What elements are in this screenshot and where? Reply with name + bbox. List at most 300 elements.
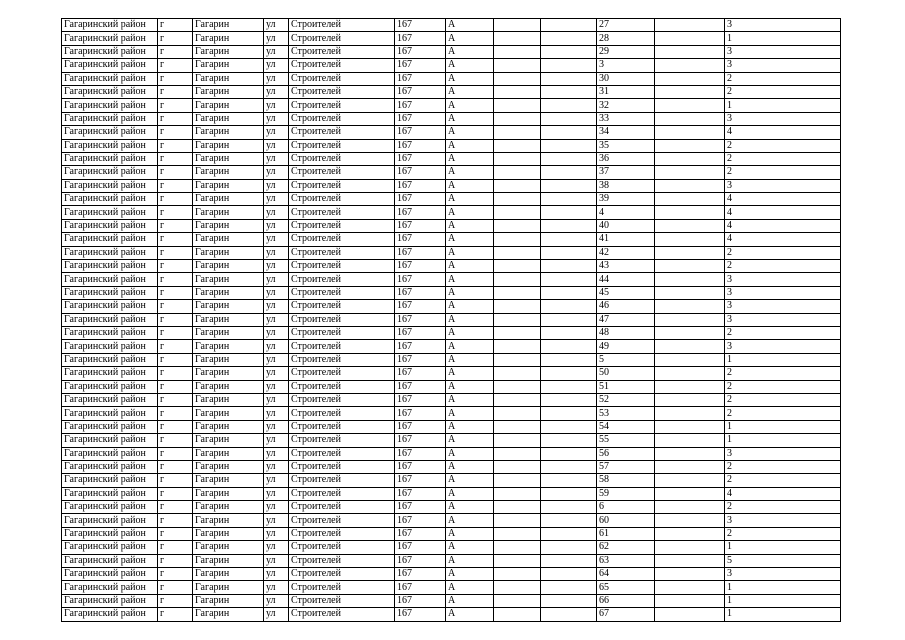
cell-room[interactable] <box>655 554 725 567</box>
cell-street[interactable]: Строителей <box>289 59 395 72</box>
cell-letter[interactable]: А <box>446 72 494 85</box>
cell-street-type[interactable]: ул <box>264 581 289 594</box>
cell-street-type[interactable]: ул <box>264 554 289 567</box>
cell-district[interactable]: Гагаринский район <box>62 233 158 246</box>
cell-settlement-type[interactable]: г <box>158 32 193 45</box>
cell-house[interactable]: 167 <box>395 19 446 32</box>
cell-room[interactable] <box>655 608 725 621</box>
cell-street-type[interactable]: ул <box>264 353 289 366</box>
cell-letter[interactable]: А <box>446 527 494 540</box>
cell-letter[interactable]: А <box>446 581 494 594</box>
cell-house[interactable]: 167 <box>395 112 446 125</box>
cell-street[interactable]: Строителей <box>289 206 395 219</box>
cell-street[interactable]: Строителей <box>289 340 395 353</box>
cell-house[interactable]: 167 <box>395 45 446 58</box>
cell-street-type[interactable]: ул <box>264 139 289 152</box>
cell-letter[interactable]: А <box>446 126 494 139</box>
cell-settlement[interactable]: Гагарин <box>193 152 264 165</box>
cell-street[interactable]: Строителей <box>289 139 395 152</box>
cell-room[interactable] <box>655 447 725 460</box>
cell-settlement-type[interactable]: г <box>158 219 193 232</box>
cell-district[interactable]: Гагаринский район <box>62 527 158 540</box>
cell-street[interactable]: Строителей <box>289 460 395 473</box>
cell-rooms[interactable]: 1 <box>725 32 841 45</box>
cell-district[interactable]: Гагаринский район <box>62 206 158 219</box>
cell-street[interactable]: Строителей <box>289 72 395 85</box>
cell-rooms[interactable]: 4 <box>725 233 841 246</box>
cell-settlement-type[interactable]: г <box>158 460 193 473</box>
cell-district[interactable]: Гагаринский район <box>62 85 158 98</box>
cell-room[interactable] <box>655 407 725 420</box>
cell-rooms[interactable]: 1 <box>725 581 841 594</box>
cell-rooms[interactable]: 2 <box>725 152 841 165</box>
cell-street-type[interactable]: ул <box>264 246 289 259</box>
cell-settlement[interactable]: Гагарин <box>193 447 264 460</box>
cell-structure[interactable] <box>541 193 597 206</box>
cell-building[interactable] <box>494 19 541 32</box>
cell-house[interactable]: 167 <box>395 219 446 232</box>
cell-apartment[interactable]: 57 <box>597 460 655 473</box>
cell-settlement[interactable]: Гагарин <box>193 326 264 339</box>
cell-building[interactable] <box>494 501 541 514</box>
cell-settlement[interactable]: Гагарин <box>193 260 264 273</box>
cell-letter[interactable]: А <box>446 353 494 366</box>
cell-district[interactable]: Гагаринский район <box>62 326 158 339</box>
cell-letter[interactable]: А <box>446 326 494 339</box>
cell-settlement[interactable]: Гагарин <box>193 72 264 85</box>
cell-house[interactable]: 167 <box>395 594 446 607</box>
cell-building[interactable] <box>494 554 541 567</box>
cell-settlement[interactable]: Гагарин <box>193 487 264 500</box>
cell-settlement[interactable]: Гагарин <box>193 554 264 567</box>
cell-building[interactable] <box>494 527 541 540</box>
cell-rooms[interactable]: 2 <box>725 260 841 273</box>
cell-settlement-type[interactable]: г <box>158 568 193 581</box>
cell-street-type[interactable]: ул <box>264 326 289 339</box>
cell-building[interactable] <box>494 179 541 192</box>
cell-building[interactable] <box>494 340 541 353</box>
cell-house[interactable]: 167 <box>395 313 446 326</box>
cell-rooms[interactable]: 2 <box>725 72 841 85</box>
cell-house[interactable]: 167 <box>395 59 446 72</box>
cell-apartment[interactable]: 55 <box>597 434 655 447</box>
cell-street[interactable]: Строителей <box>289 19 395 32</box>
cell-settlement-type[interactable]: г <box>158 152 193 165</box>
cell-letter[interactable]: А <box>446 313 494 326</box>
cell-house[interactable]: 167 <box>395 420 446 433</box>
cell-street[interactable]: Строителей <box>289 581 395 594</box>
cell-building[interactable] <box>494 219 541 232</box>
cell-apartment[interactable]: 5 <box>597 353 655 366</box>
cell-apartment[interactable]: 28 <box>597 32 655 45</box>
cell-street-type[interactable]: ул <box>264 193 289 206</box>
cell-street-type[interactable]: ул <box>264 179 289 192</box>
cell-street-type[interactable]: ул <box>264 568 289 581</box>
cell-street[interactable]: Строителей <box>289 286 395 299</box>
cell-apartment[interactable]: 48 <box>597 326 655 339</box>
cell-building[interactable] <box>494 300 541 313</box>
cell-street[interactable]: Строителей <box>289 554 395 567</box>
cell-settlement-type[interactable]: г <box>158 420 193 433</box>
cell-street-type[interactable]: ул <box>264 393 289 406</box>
cell-apartment[interactable]: 3 <box>597 59 655 72</box>
cell-letter[interactable]: А <box>446 568 494 581</box>
cell-street[interactable]: Строителей <box>289 246 395 259</box>
cell-building[interactable] <box>494 126 541 139</box>
cell-apartment[interactable]: 4 <box>597 206 655 219</box>
cell-letter[interactable]: А <box>446 166 494 179</box>
cell-district[interactable]: Гагаринский район <box>62 353 158 366</box>
cell-rooms[interactable]: 2 <box>725 380 841 393</box>
cell-letter[interactable]: А <box>446 380 494 393</box>
cell-street[interactable]: Строителей <box>289 393 395 406</box>
cell-structure[interactable] <box>541 152 597 165</box>
cell-structure[interactable] <box>541 19 597 32</box>
cell-district[interactable]: Гагаринский район <box>62 59 158 72</box>
cell-apartment[interactable]: 35 <box>597 139 655 152</box>
cell-structure[interactable] <box>541 340 597 353</box>
cell-building[interactable] <box>494 166 541 179</box>
cell-house[interactable]: 167 <box>395 152 446 165</box>
cell-room[interactable] <box>655 260 725 273</box>
cell-street-type[interactable]: ул <box>264 380 289 393</box>
cell-building[interactable] <box>494 581 541 594</box>
cell-room[interactable] <box>655 340 725 353</box>
cell-structure[interactable] <box>541 233 597 246</box>
cell-room[interactable] <box>655 434 725 447</box>
cell-apartment[interactable]: 39 <box>597 193 655 206</box>
cell-street-type[interactable]: ул <box>264 300 289 313</box>
cell-settlement-type[interactable]: г <box>158 581 193 594</box>
cell-house[interactable]: 167 <box>395 286 446 299</box>
cell-building[interactable] <box>494 313 541 326</box>
cell-structure[interactable] <box>541 72 597 85</box>
cell-district[interactable]: Гагаринский район <box>62 219 158 232</box>
cell-room[interactable] <box>655 474 725 487</box>
cell-settlement[interactable]: Гагарин <box>193 527 264 540</box>
cell-house[interactable]: 167 <box>395 179 446 192</box>
cell-district[interactable]: Гагаринский район <box>62 447 158 460</box>
cell-settlement[interactable]: Гагарин <box>193 193 264 206</box>
cell-street[interactable]: Строителей <box>289 233 395 246</box>
cell-structure[interactable] <box>541 206 597 219</box>
cell-building[interactable] <box>494 112 541 125</box>
cell-settlement[interactable]: Гагарин <box>193 179 264 192</box>
cell-room[interactable] <box>655 393 725 406</box>
cell-house[interactable]: 167 <box>395 527 446 540</box>
cell-building[interactable] <box>494 59 541 72</box>
cell-apartment[interactable]: 49 <box>597 340 655 353</box>
cell-letter[interactable]: А <box>446 594 494 607</box>
cell-house[interactable]: 167 <box>395 581 446 594</box>
cell-street-type[interactable]: ул <box>264 447 289 460</box>
cell-street[interactable]: Строителей <box>289 99 395 112</box>
cell-room[interactable] <box>655 286 725 299</box>
cell-rooms[interactable]: 1 <box>725 353 841 366</box>
cell-settlement-type[interactable]: г <box>158 541 193 554</box>
cell-apartment[interactable]: 36 <box>597 152 655 165</box>
cell-street[interactable]: Строителей <box>289 313 395 326</box>
cell-apartment[interactable]: 56 <box>597 447 655 460</box>
cell-settlement[interactable]: Гагарин <box>193 514 264 527</box>
cell-structure[interactable] <box>541 85 597 98</box>
cell-settlement-type[interactable]: г <box>158 112 193 125</box>
cell-apartment[interactable]: 58 <box>597 474 655 487</box>
cell-rooms[interactable]: 4 <box>725 206 841 219</box>
cell-house[interactable]: 167 <box>395 126 446 139</box>
cell-apartment[interactable]: 43 <box>597 260 655 273</box>
cell-street-type[interactable]: ул <box>264 608 289 621</box>
cell-district[interactable]: Гагаринский район <box>62 581 158 594</box>
cell-house[interactable]: 167 <box>395 166 446 179</box>
cell-room[interactable] <box>655 152 725 165</box>
cell-street-type[interactable]: ул <box>264 367 289 380</box>
cell-street[interactable]: Строителей <box>289 166 395 179</box>
cell-building[interactable] <box>494 608 541 621</box>
cell-building[interactable] <box>494 260 541 273</box>
cell-street[interactable]: Строителей <box>289 407 395 420</box>
cell-building[interactable] <box>494 393 541 406</box>
cell-building[interactable] <box>494 460 541 473</box>
cell-apartment[interactable]: 64 <box>597 568 655 581</box>
cell-district[interactable]: Гагаринский район <box>62 487 158 500</box>
cell-street[interactable]: Строителей <box>289 126 395 139</box>
cell-structure[interactable] <box>541 434 597 447</box>
cell-building[interactable] <box>494 487 541 500</box>
cell-building[interactable] <box>494 380 541 393</box>
cell-structure[interactable] <box>541 393 597 406</box>
cell-house[interactable]: 167 <box>395 260 446 273</box>
cell-room[interactable] <box>655 501 725 514</box>
cell-district[interactable]: Гагаринский район <box>62 246 158 259</box>
cell-apartment[interactable]: 61 <box>597 527 655 540</box>
cell-settlement[interactable]: Гагарин <box>193 420 264 433</box>
cell-district[interactable]: Гагаринский район <box>62 139 158 152</box>
cell-settlement[interactable]: Гагарин <box>193 581 264 594</box>
cell-building[interactable] <box>494 407 541 420</box>
cell-district[interactable]: Гагаринский район <box>62 273 158 286</box>
cell-settlement-type[interactable]: г <box>158 527 193 540</box>
cell-house[interactable]: 167 <box>395 554 446 567</box>
cell-apartment[interactable]: 62 <box>597 541 655 554</box>
cell-structure[interactable] <box>541 541 597 554</box>
cell-settlement[interactable]: Гагарин <box>193 59 264 72</box>
cell-district[interactable]: Гагаринский район <box>62 608 158 621</box>
cell-settlement[interactable]: Гагарин <box>193 407 264 420</box>
cell-apartment[interactable]: 60 <box>597 514 655 527</box>
cell-settlement-type[interactable]: г <box>158 608 193 621</box>
cell-street-type[interactable]: ул <box>264 594 289 607</box>
cell-room[interactable] <box>655 487 725 500</box>
cell-letter[interactable]: А <box>446 85 494 98</box>
cell-letter[interactable]: А <box>446 420 494 433</box>
cell-street[interactable]: Строителей <box>289 501 395 514</box>
cell-district[interactable]: Гагаринский район <box>62 72 158 85</box>
cell-street[interactable]: Строителей <box>289 367 395 380</box>
cell-room[interactable] <box>655 594 725 607</box>
cell-room[interactable] <box>655 380 725 393</box>
cell-street-type[interactable]: ул <box>264 152 289 165</box>
cell-settlement[interactable]: Гагарин <box>193 219 264 232</box>
cell-room[interactable] <box>655 581 725 594</box>
cell-settlement-type[interactable]: г <box>158 193 193 206</box>
cell-building[interactable] <box>494 45 541 58</box>
cell-settlement-type[interactable]: г <box>158 273 193 286</box>
cell-settlement-type[interactable]: г <box>158 474 193 487</box>
cell-street-type[interactable]: ул <box>264 273 289 286</box>
cell-house[interactable]: 167 <box>395 246 446 259</box>
cell-district[interactable]: Гагаринский район <box>62 32 158 45</box>
cell-street-type[interactable]: ул <box>264 514 289 527</box>
cell-settlement-type[interactable]: г <box>158 206 193 219</box>
cell-street[interactable]: Строителей <box>289 434 395 447</box>
cell-room[interactable] <box>655 233 725 246</box>
cell-letter[interactable]: А <box>446 487 494 500</box>
cell-room[interactable] <box>655 460 725 473</box>
cell-building[interactable] <box>494 353 541 366</box>
cell-building[interactable] <box>494 594 541 607</box>
cell-room[interactable] <box>655 420 725 433</box>
cell-settlement-type[interactable]: г <box>158 380 193 393</box>
cell-letter[interactable]: А <box>446 233 494 246</box>
cell-rooms[interactable]: 3 <box>725 300 841 313</box>
cell-settlement-type[interactable]: г <box>158 367 193 380</box>
cell-street[interactable]: Строителей <box>289 219 395 232</box>
cell-settlement-type[interactable]: г <box>158 59 193 72</box>
cell-rooms[interactable]: 2 <box>725 407 841 420</box>
cell-room[interactable] <box>655 85 725 98</box>
cell-street[interactable]: Строителей <box>289 193 395 206</box>
cell-room[interactable] <box>655 19 725 32</box>
cell-district[interactable]: Гагаринский район <box>62 126 158 139</box>
cell-rooms[interactable]: 3 <box>725 286 841 299</box>
cell-settlement[interactable]: Гагарин <box>193 313 264 326</box>
cell-settlement-type[interactable]: г <box>158 434 193 447</box>
cell-building[interactable] <box>494 233 541 246</box>
cell-district[interactable]: Гагаринский район <box>62 260 158 273</box>
cell-letter[interactable]: А <box>446 59 494 72</box>
cell-house[interactable]: 167 <box>395 393 446 406</box>
cell-letter[interactable]: А <box>446 193 494 206</box>
cell-street-type[interactable]: ул <box>264 112 289 125</box>
cell-room[interactable] <box>655 246 725 259</box>
cell-settlement[interactable]: Гагарин <box>193 393 264 406</box>
cell-rooms[interactable]: 3 <box>725 112 841 125</box>
cell-settlement-type[interactable]: г <box>158 340 193 353</box>
cell-building[interactable] <box>494 32 541 45</box>
cell-apartment[interactable]: 34 <box>597 126 655 139</box>
cell-settlement-type[interactable]: г <box>158 313 193 326</box>
cell-settlement-type[interactable]: г <box>158 554 193 567</box>
cell-district[interactable]: Гагаринский район <box>62 19 158 32</box>
cell-house[interactable]: 167 <box>395 72 446 85</box>
cell-apartment[interactable]: 27 <box>597 19 655 32</box>
cell-building[interactable] <box>494 139 541 152</box>
cell-structure[interactable] <box>541 420 597 433</box>
cell-house[interactable]: 167 <box>395 380 446 393</box>
cell-settlement-type[interactable]: г <box>158 72 193 85</box>
cell-structure[interactable] <box>541 286 597 299</box>
cell-settlement-type[interactable]: г <box>158 501 193 514</box>
cell-house[interactable]: 167 <box>395 233 446 246</box>
cell-building[interactable] <box>494 568 541 581</box>
cell-building[interactable] <box>494 99 541 112</box>
cell-street[interactable]: Строителей <box>289 608 395 621</box>
cell-settlement-type[interactable]: г <box>158 139 193 152</box>
cell-building[interactable] <box>494 206 541 219</box>
cell-room[interactable] <box>655 45 725 58</box>
cell-room[interactable] <box>655 313 725 326</box>
cell-street-type[interactable]: ул <box>264 99 289 112</box>
cell-rooms[interactable]: 3 <box>725 340 841 353</box>
cell-structure[interactable] <box>541 126 597 139</box>
cell-apartment[interactable]: 31 <box>597 85 655 98</box>
cell-settlement[interactable]: Гагарин <box>193 273 264 286</box>
cell-settlement-type[interactable]: г <box>158 19 193 32</box>
cell-structure[interactable] <box>541 568 597 581</box>
cell-structure[interactable] <box>541 246 597 259</box>
cell-room[interactable] <box>655 541 725 554</box>
cell-rooms[interactable]: 2 <box>725 326 841 339</box>
cell-letter[interactable]: А <box>446 340 494 353</box>
cell-rooms[interactable]: 2 <box>725 527 841 540</box>
cell-room[interactable] <box>655 126 725 139</box>
cell-letter[interactable]: А <box>446 367 494 380</box>
cell-structure[interactable] <box>541 608 597 621</box>
cell-rooms[interactable]: 2 <box>725 474 841 487</box>
cell-street-type[interactable]: ул <box>264 72 289 85</box>
cell-rooms[interactable]: 3 <box>725 447 841 460</box>
cell-street-type[interactable]: ул <box>264 474 289 487</box>
cell-structure[interactable] <box>541 380 597 393</box>
cell-apartment[interactable]: 38 <box>597 179 655 192</box>
cell-house[interactable]: 167 <box>395 206 446 219</box>
cell-house[interactable]: 167 <box>395 273 446 286</box>
cell-settlement-type[interactable]: г <box>158 393 193 406</box>
cell-apartment[interactable]: 67 <box>597 608 655 621</box>
cell-settlement[interactable]: Гагарин <box>193 45 264 58</box>
cell-street-type[interactable]: ул <box>264 420 289 433</box>
cell-settlement[interactable]: Гагарин <box>193 99 264 112</box>
cell-apartment[interactable]: 30 <box>597 72 655 85</box>
cell-street[interactable]: Строителей <box>289 179 395 192</box>
cell-street-type[interactable]: ул <box>264 541 289 554</box>
cell-street-type[interactable]: ул <box>264 527 289 540</box>
cell-district[interactable]: Гагаринский район <box>62 380 158 393</box>
cell-room[interactable] <box>655 179 725 192</box>
cell-street-type[interactable]: ул <box>264 434 289 447</box>
cell-letter[interactable]: А <box>446 554 494 567</box>
cell-room[interactable] <box>655 193 725 206</box>
cell-room[interactable] <box>655 367 725 380</box>
cell-settlement-type[interactable]: г <box>158 99 193 112</box>
cell-district[interactable]: Гагаринский район <box>62 594 158 607</box>
cell-district[interactable]: Гагаринский район <box>62 501 158 514</box>
cell-apartment[interactable]: 46 <box>597 300 655 313</box>
cell-structure[interactable] <box>541 300 597 313</box>
cell-rooms[interactable]: 3 <box>725 45 841 58</box>
cell-rooms[interactable]: 3 <box>725 59 841 72</box>
cell-structure[interactable] <box>541 59 597 72</box>
cell-room[interactable] <box>655 166 725 179</box>
cell-building[interactable] <box>494 72 541 85</box>
cell-room[interactable] <box>655 32 725 45</box>
cell-district[interactable]: Гагаринский район <box>62 286 158 299</box>
cell-house[interactable]: 167 <box>395 474 446 487</box>
cell-letter[interactable]: А <box>446 139 494 152</box>
cell-structure[interactable] <box>541 460 597 473</box>
cell-structure[interactable] <box>541 407 597 420</box>
